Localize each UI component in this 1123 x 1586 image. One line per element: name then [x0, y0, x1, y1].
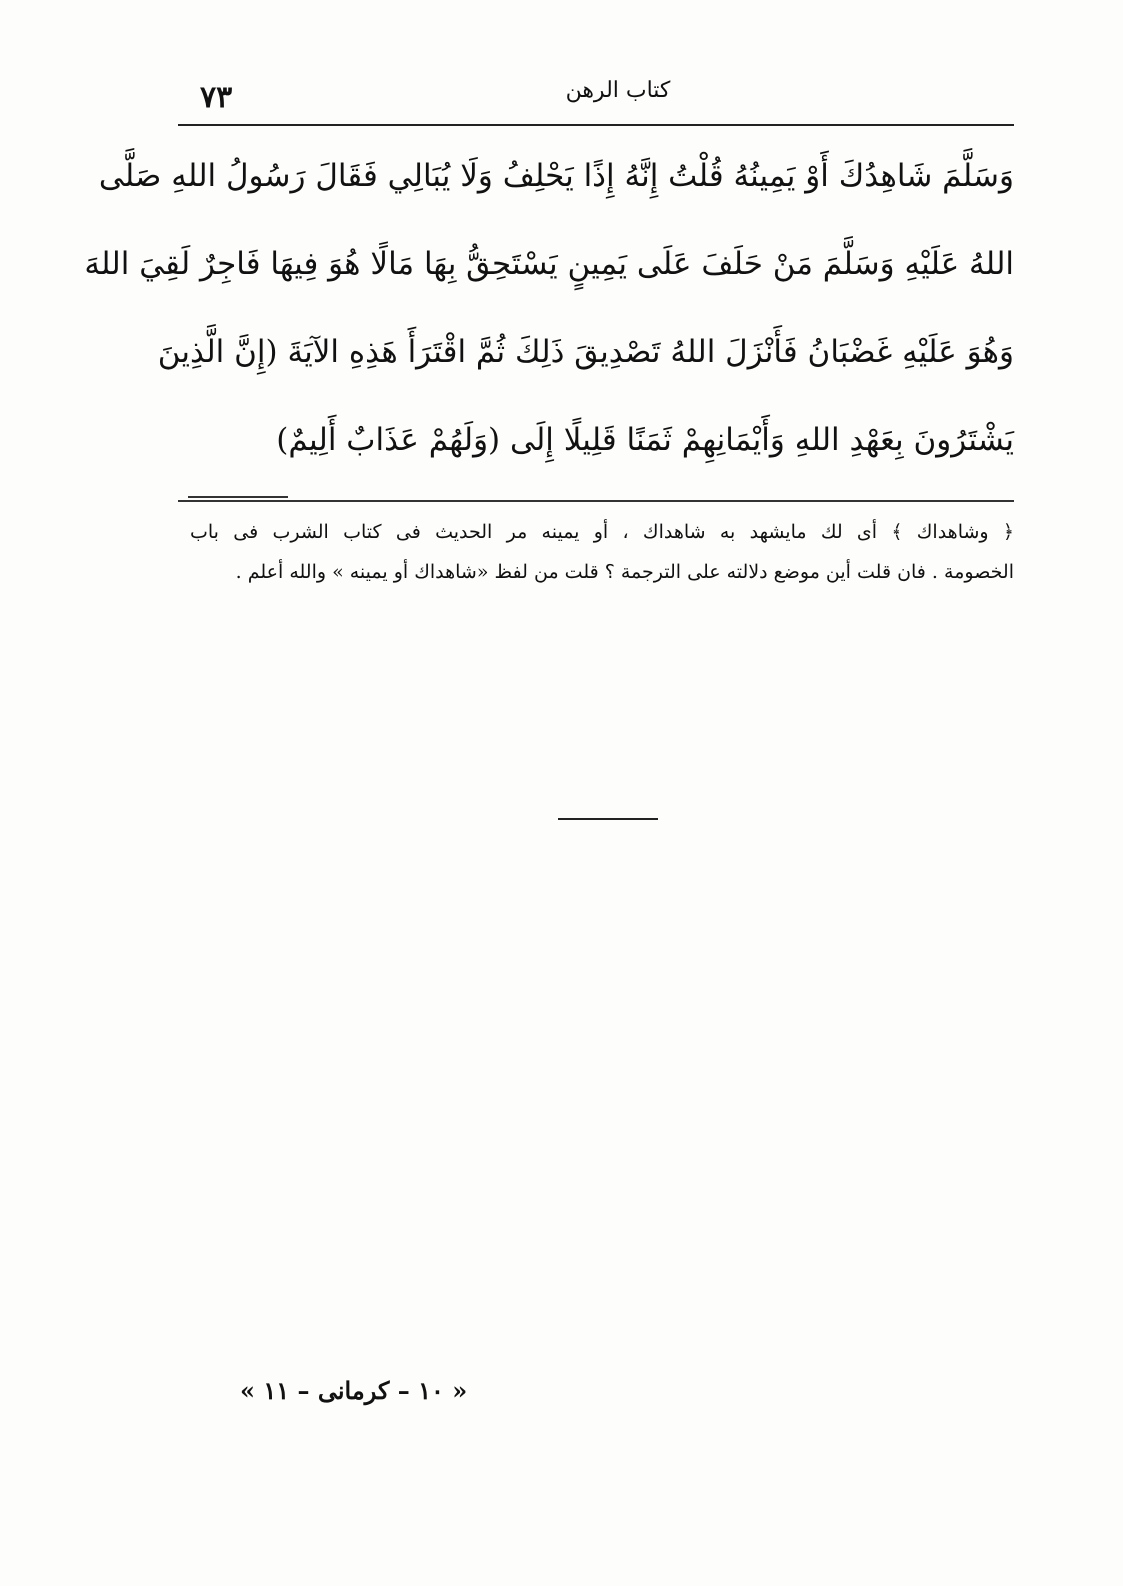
main-text-line: وَهُوَ عَلَيْهِ غَضْبَانُ فَأَنْزَلَ اللهُ تَصْدِيقَ ذَلِكَ ثُمَّ اقْتَرَأَ هَذِهِ الآيَةَ (إِنَّ الَّذِينَ	[157, 334, 1014, 370]
main-text-line: اللهُ عَلَيْهِ وَسَلَّمَ مَنْ حَلَفَ عَلَى يَمِينٍ يَسْتَحِقُّ بِهَا مَالًا هُوَ فِيهَا فَاجِرٌ لَقِيَ اللهَ	[84, 246, 1014, 282]
main-text-line: وَسَلَّمَ شَاهِدُكَ أَوْ يَمِينُهُ قُلْتُ إِنَّهُ إِذًا يَحْلِفُ وَلَا يُبَالِي فَقَالَ رَسُولُ اللهِ صَلَّى	[98, 158, 1014, 194]
footnote-line: ﴿ وشاهداك ﴾ أى لك مايشهد به شاهداك ، أو يمينه مر الحديث فى كتاب الشرب فى باب	[190, 521, 1014, 543]
running-title: كتاب الرهن	[565, 78, 671, 103]
end-rule	[558, 818, 658, 820]
header-rule	[178, 124, 1014, 126]
footnote-rule	[178, 500, 1014, 502]
footnote	[190, 512, 1014, 592]
footnote-line: الخصومة . فان قلت أين موضع دلالته على الترجمة ؟ قلت من لفظ «شاهداك أو يمينه » والله أعلم .	[235, 561, 1014, 583]
footnote-rule-short	[188, 496, 288, 498]
main-text	[84, 132, 1014, 484]
signature-mark: « ١٠ – كرمانى – ١١ »	[240, 1376, 468, 1405]
page-header	[178, 72, 1014, 120]
page-number: ٧٣	[200, 80, 233, 115]
main-text-line: يَشْتَرُونَ بِعَهْدِ اللهِ وَأَيْمَانِهِمْ ثَمَنًا قَلِيلًا إِلَى (وَلَهُمْ عَذَابٌ أَلِيمٌ)	[276, 422, 1014, 458]
